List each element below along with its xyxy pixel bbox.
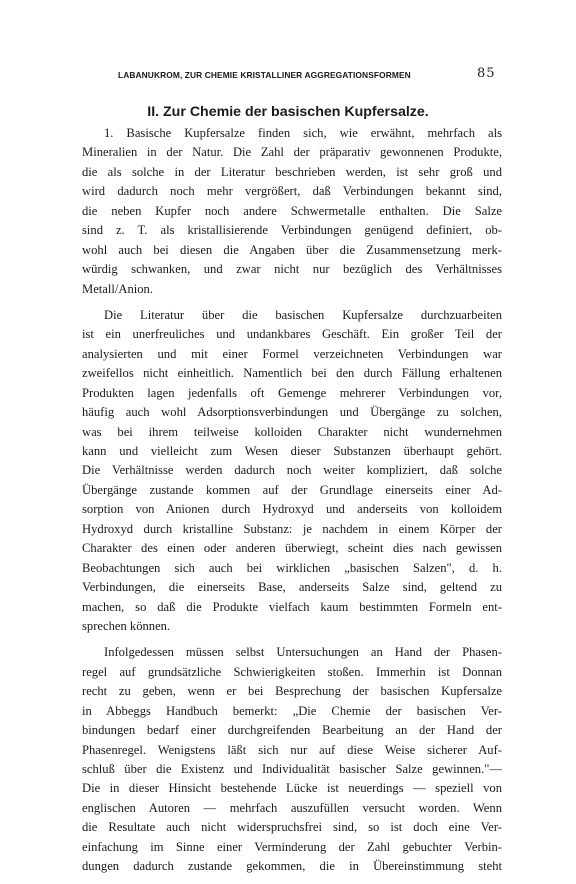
text-line: Hydroxyd durch kristalline Substanz: je nachdem in einem Körper der — [82, 521, 502, 536]
text-line: sind z. T. als kristallisierende Verbindungen genügend definiert, ob- — [82, 223, 502, 238]
text-line: sorption von Anionen durch Hydroxyd und anderseits von kolloidem — [82, 502, 502, 517]
text-line: Die in dieser Hinsicht bestehende Lücke ist neuerdings — speziell von — [82, 781, 502, 796]
text-line: ist ein unerfreuliches und undankbares Geschäft. Ein großer Teil der — [82, 327, 502, 342]
running-head: LABANUKROM, ZUR CHEMIE KRISTALLINER AGGREGATIONSFORMEN — [118, 70, 411, 80]
page-number: 85 — [477, 66, 496, 81]
text-line: englischen Autoren — mehrfach auszufüllen versucht worden. Wenn — [82, 800, 502, 815]
text-line: Verbindungen, die einerseits Base, anderseits Salze sind, geltend zu — [82, 580, 502, 595]
text-line: zweifellos nicht einheitlich. Namentlich bei den durch Fällung erhaltenen — [82, 366, 502, 381]
text-line: analysierten und mit einer Formel verzeichneten Verbindungen war — [82, 346, 502, 361]
body-text — [82, 124, 502, 884]
text-line: bindungen bedarf einer durchgreifenden Bearbeitung an der Hand der — [82, 723, 502, 738]
section-title: II. Zur Chemie der basischen Kupfersalze. — [147, 104, 429, 120]
text-line: einfachung im Sinne einer Verminderung der Zahl gebuchter Verbin- — [82, 839, 502, 854]
text-line: 1. Basische Kupfersalze finden sich, wie erwähnt, mehrfach als — [104, 126, 502, 140]
text-line: die als solche in der Literatur beschrieben werden, ist sehr groß und — [82, 164, 502, 179]
text-line: wird dadurch noch mehr vergrößert, daß Verbindungen bekannt sind, — [82, 184, 502, 199]
text-line: kann und vielleicht zum Wesen dieser Substanzen überhaupt gehört. — [82, 444, 502, 458]
text-line: schluß über die Existenz und Individualität basischer Salze gewinnen."— — [82, 762, 502, 776]
text-line: recht zu geben, wenn er bei Besprechung der basischen Kupfersalze — [82, 684, 502, 699]
text-line: Die Verhältnisse werden dadurch noch weiter kompliziert, daß solche — [82, 463, 502, 478]
text-line: Infolgedessen müssen selbst Untersuchungen an Hand der Phasen- — [104, 645, 502, 660]
text-line: Produkten lagen jedenfalls oft Gemenge mehrerer Verbindungen vor, — [82, 385, 502, 400]
paragraph-2 — [82, 306, 502, 636]
text-line: dungen dadurch zustande gekommen, die in Übereinstimmung steht — [82, 859, 502, 874]
text-line: in Abbeggs Handbuch bemerkt: „Die Chemie der basischen Ver- — [82, 703, 502, 718]
text-line: regel auf grundsätzliche Schwierigkeiten stoßen. Immerhin ist Donnan — [82, 664, 502, 679]
text-line: Mineralien in der Natur. Die Zahl der präparativ gewonnenen Produkte, — [82, 145, 502, 160]
paragraph-3 — [82, 643, 502, 876]
text-line: Metall/Anion. — [82, 281, 154, 296]
paragraph-1 — [82, 124, 502, 299]
text-line: würdig schwanken, und zwar nicht nur bezüglich des Verhältnisses — [82, 262, 502, 277]
text-line: Phasenregel. Wenigstens läßt sich nur auf diese Weise sicherer Auf- — [82, 742, 502, 757]
text-line: die neben Kupfer noch andere Schwermetalle enthalten. Die Salze — [82, 203, 502, 218]
text-line: wohl auch bei diesen die Angaben über die Zusammensetzung merk- — [82, 242, 502, 257]
text-line: was bei ihrem teilweise kolloiden Charakter nicht wundernehmen — [82, 424, 502, 439]
text-line: Die Literatur über die basischen Kupfersalze durchzuarbeiten — [104, 307, 502, 322]
text-line: häufig auch wohl Adsorptionsverbindungen und Übergänge zu solchen, — [82, 405, 502, 420]
text-line: Charakter des einen oder anderen überwiegt, scheint dies nach gewissen — [82, 541, 502, 556]
text-line: sprechen können. — [82, 618, 171, 633]
text-line: Beobachtungen sich auch bei wirklichen „basischen Salzen", d. h. — [82, 560, 502, 575]
text-line: Übergänge zustande kommen auf der Grundlage einerseits einer Ad- — [82, 482, 502, 497]
text-line: machen, so daß die Produkte vielfach kaum bestimmten Formeln ent- — [82, 599, 502, 614]
text-line: die Resultate auch nicht widerspruchsfrei sind, so ist doch eine Ver- — [82, 820, 502, 835]
